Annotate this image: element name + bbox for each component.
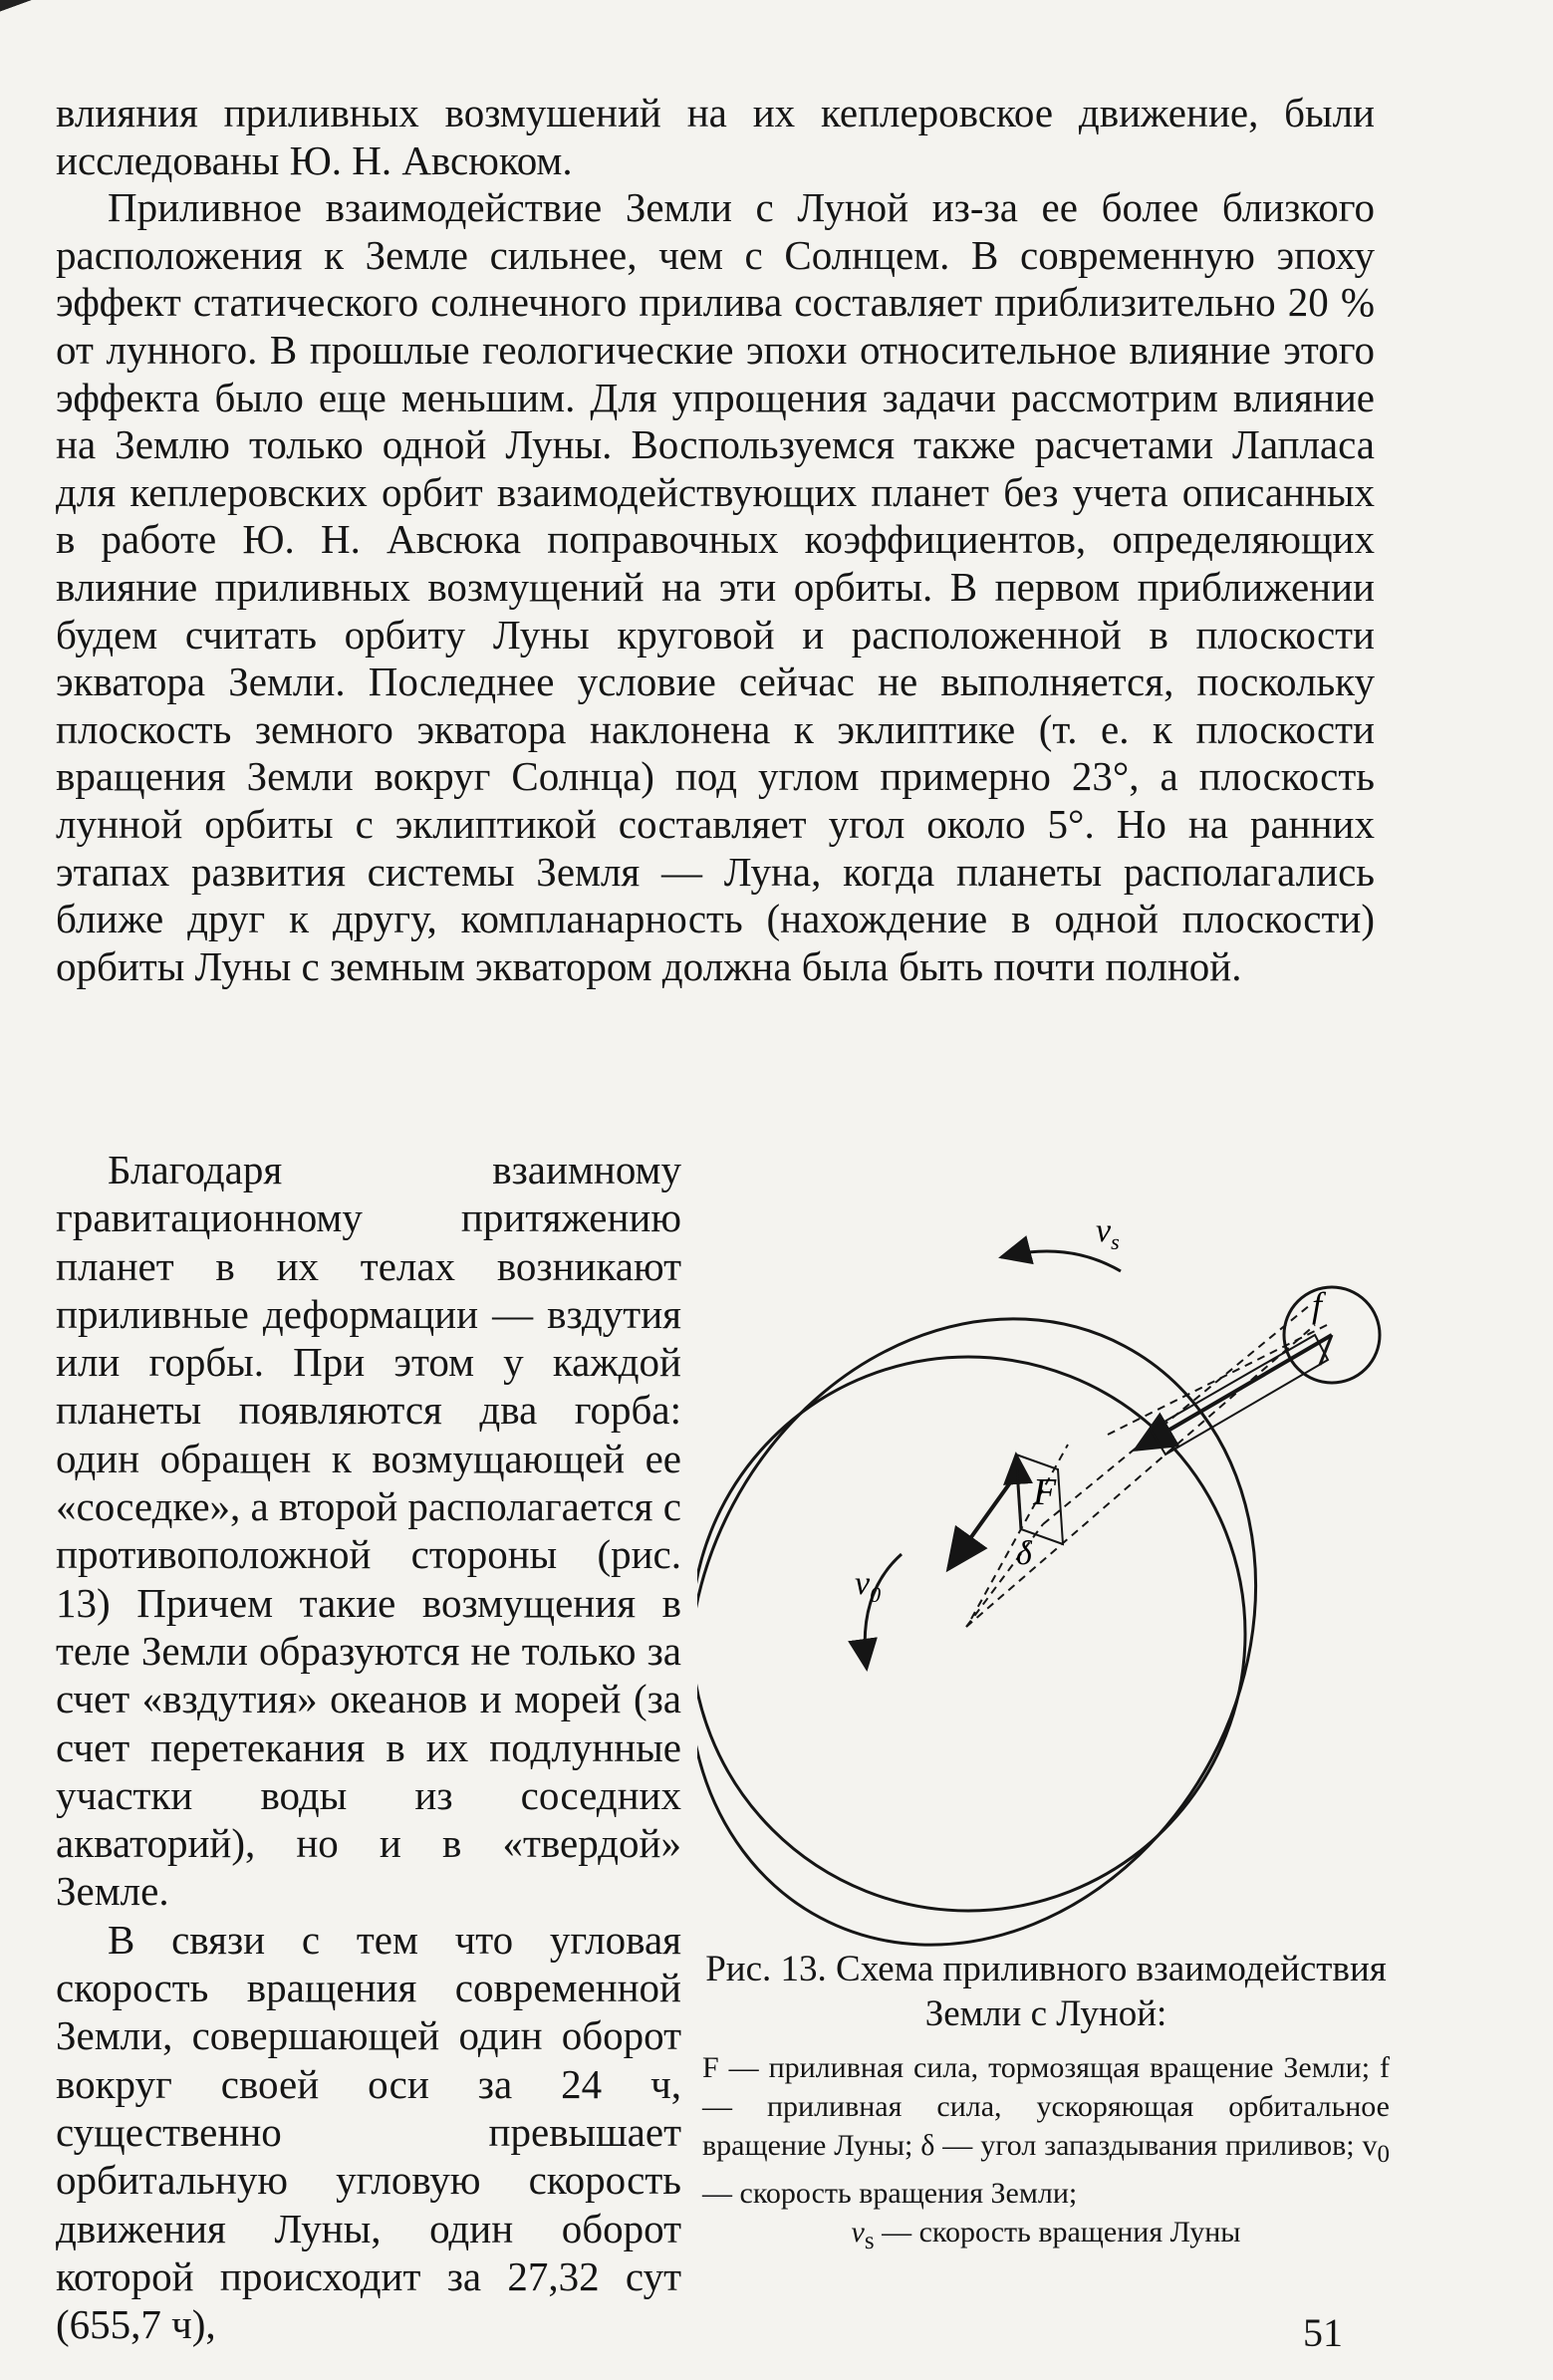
tidal-bulge-ellipse xyxy=(697,1218,1364,1953)
label-v0: $v_0$ xyxy=(855,1565,882,1607)
label-F: F xyxy=(1033,1471,1057,1513)
force-f-arrow xyxy=(1136,1335,1332,1450)
label-delta: δ xyxy=(1016,1535,1032,1572)
caption-legend-body: F — приливная сила, тормозящая вращение Земли; f — приливная сила, ускоряющая орбитальное вращение Луны; δ — угол запаздывания приливов; v xyxy=(702,2051,1390,2162)
tidal-interaction-diagram xyxy=(697,1126,1395,1953)
caption-title: Рис. 13. Схема приливного взаимодействия Земли с Луной: xyxy=(705,1949,1387,2034)
label-vs: $v_s$ xyxy=(1096,1212,1120,1254)
caption-v0-subscript: 0 xyxy=(1377,2141,1390,2168)
caption-last-line xyxy=(702,2213,1390,2260)
scan-corner-mark xyxy=(0,0,40,14)
paragraph-main: Приливное взаимодействие Земли с Луной из-за ее более близкого расположения к Земле сильнее, чем с Солнцем. В современную эпоху эффект статического солнечного прилива составляет приблизительно 20 % от лунного. В прошлые геологические эпохи относительное влияние этого эффекта было еще меньшим. Для упрощения задачи рассмотрим влияние на Землю только одной Луны. Воспользуемся также расчетами Лапласа для кеплеровских орбит взаимодействующих планет без учета описанных в работе Ю. Н. Авсюка поправочных коэффициентов, определяющих влияние приливных возмущений на эти орбиты. В первом приближении будем считать орбиту Луны круговой и расположенной в плоскости экватора Земли. Последнее условие сейчас не выполняется, поскольку плоскость земного экватора наклонена к эклиптике (т. е. к плоскости вращения Земли вокруг Солнца) под углом примерно 23°, а плоскость лунной орбиты с эклиптикой составляет угол около 5°. Но на ранних этапах развития системы Земля — Луна, когда планеты располагались ближе друг к другу, компланарность (нахождение в одной плоскости) орбиты Луны с земным экватором должна была быть почти полной. xyxy=(56,184,1375,989)
earth-rotation-arrow xyxy=(865,1554,902,1669)
page-number: 51 xyxy=(1303,2310,1343,2355)
full-width-text-block xyxy=(56,90,1375,990)
paragraph-intro: влияния приливных возмушений на их кеплеровское движение, были исследованы Ю. Н. Авсюком. xyxy=(56,90,1375,183)
label-f: f xyxy=(1312,1285,1323,1325)
paragraph-rotation: В связи с тем что угловая скорость вращения современной Земли, совершающей один оборот вокруг своей оси за 24 ч, существенно превышает орбитальную угловую скорость движения Луны, один оборот которой происходит за 27,32 сут (655,7 ч), xyxy=(56,1916,681,2348)
paragraph-tides: Благодаря взаимному гравитационному притяжению планет в их телах возникают приливные деформации — вздутия или горбы. При этом у каждой планеты появляются два горба: один обращен к возмущающей ее «соседке», а второй располагается с противоположной стороны (рис. 13) Причем такие возмущения в теле Земли образуются не только за счет «вздутия» океанов и морей (за счет перетекания в их подлунные участки воды из соседних акваторий), но и в «твердой» Земле. xyxy=(56,1147,681,1915)
caption-legend xyxy=(702,2048,1390,2260)
moon-velocity-arrow xyxy=(1001,1251,1121,1271)
left-column-text xyxy=(56,1146,681,2348)
caption-vs: v xyxy=(851,2216,865,2248)
caption-legend-tail: — скорость вращения Земли; xyxy=(702,2177,1078,2210)
figure-caption xyxy=(702,1947,1390,2260)
caption-vs-subscript: s xyxy=(864,2228,875,2254)
caption-last-tail: — скорость вращения Луны xyxy=(874,2216,1241,2248)
